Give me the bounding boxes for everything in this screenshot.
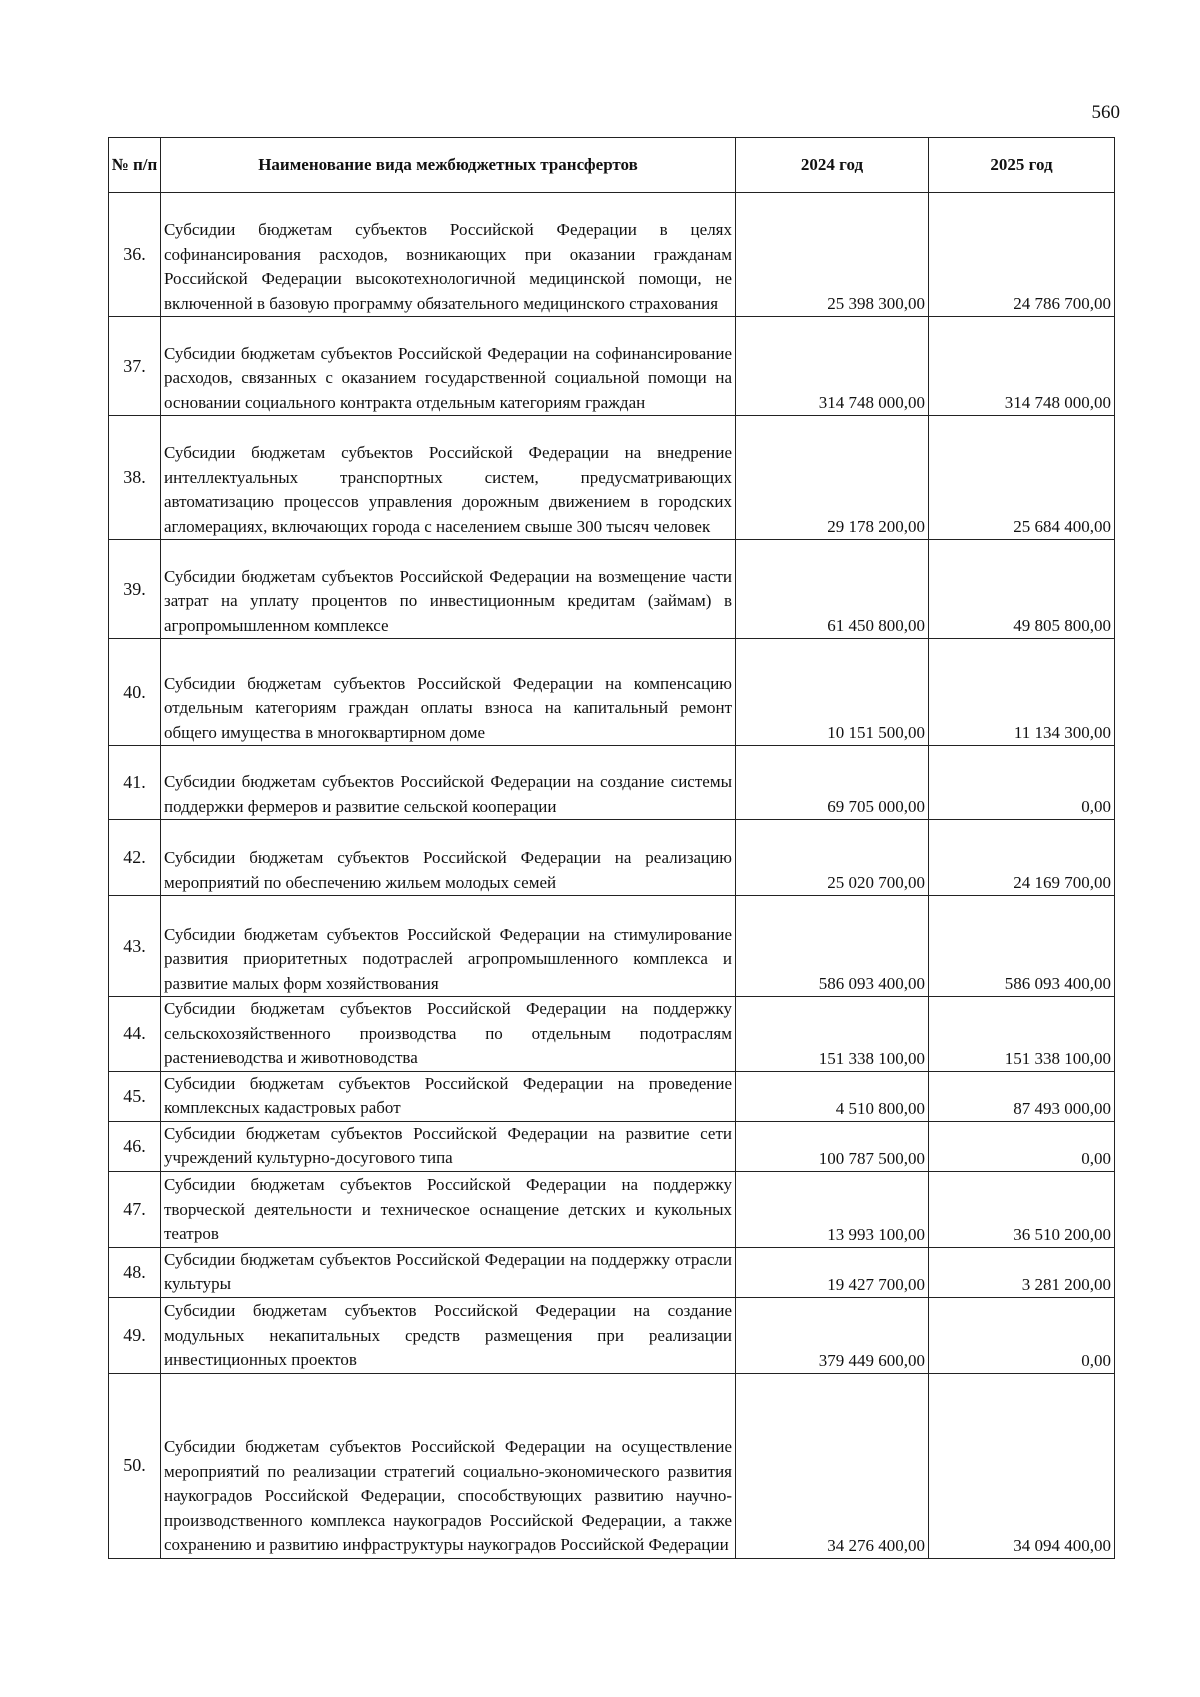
transfer-name: Субсидии бюджетам субъектов Российской Федерации на стимулирование развития приоритетных подотраслей агропромышленного комплекса и развитие малых форм хозяйствования: [161, 896, 736, 997]
transfer-name: Субсидии бюджетам субъектов Российской Федерации на реализацию мероприятий по обеспечению жильем молодых семей: [161, 820, 736, 896]
row-number: 43.: [109, 896, 161, 997]
transfer-name: Субсидии бюджетам субъектов Российской Федерации на софинансирование расходов, связанных с оказанием государственной социальной помощи на основании социального контракта отдельным категориям граждан: [161, 317, 736, 416]
row-number: 38.: [109, 416, 161, 540]
amount-2024: 100 787 500,00: [736, 1121, 929, 1171]
table-row: [109, 997, 1115, 1072]
table-row: [109, 193, 1115, 317]
amount-2025: 36 510 200,00: [929, 1171, 1115, 1247]
amount-2025: 0,00: [929, 1297, 1115, 1373]
table-row: [109, 639, 1115, 746]
row-number: 44.: [109, 997, 161, 1072]
amount-2024: 25 020 700,00: [736, 820, 929, 896]
row-number: 36.: [109, 193, 161, 317]
page-number: 560: [1091, 102, 1120, 123]
amount-2024: 19 427 700,00: [736, 1247, 929, 1297]
amount-2024: 151 338 100,00: [736, 997, 929, 1072]
row-number: 39.: [109, 540, 161, 639]
header-2025: 2025 год: [929, 138, 1115, 193]
transfer-name: Субсидии бюджетам субъектов Российской Федерации на развитие сети учреждений культурно-досугового типа: [161, 1121, 736, 1171]
table-row: [109, 820, 1115, 896]
amount-2025: 11 134 300,00: [929, 639, 1115, 746]
row-number: 37.: [109, 317, 161, 416]
amount-2024: 314 748 000,00: [736, 317, 929, 416]
table-row: [109, 540, 1115, 639]
amount-2024: 61 450 800,00: [736, 540, 929, 639]
row-number: 42.: [109, 820, 161, 896]
row-number: 48.: [109, 1247, 161, 1297]
amount-2024: 13 993 100,00: [736, 1171, 929, 1247]
amount-2024: 4 510 800,00: [736, 1071, 929, 1121]
amount-2025: 314 748 000,00: [929, 317, 1115, 416]
transfer-name: Субсидии бюджетам субъектов Российской Федерации на возмещение части затрат на уплату процентов по инвестиционным кредитам (займам) в агропромышленном комплексе: [161, 540, 736, 639]
amount-2025: 87 493 000,00: [929, 1071, 1115, 1121]
transfer-name: Субсидии бюджетам субъектов Российской Федерации на проведение комплексных кадастровых работ: [161, 1071, 736, 1121]
amount-2024: 379 449 600,00: [736, 1297, 929, 1373]
row-number: 46.: [109, 1121, 161, 1171]
transfer-name: Субсидии бюджетам субъектов Российской Федерации на внедрение интеллектуальных транспортных систем, предусматривающих автоматизацию процессов управления дорожным движением в городских агломерациях, включающих города с населением свыше 300 тысяч человек: [161, 416, 736, 540]
table-header-row: [109, 138, 1115, 193]
header-name: Наименование вида межбюджетных трансфертов: [161, 138, 736, 193]
table-row: [109, 1247, 1115, 1297]
amount-2025: 586 093 400,00: [929, 896, 1115, 997]
row-number: 41.: [109, 746, 161, 820]
table-row: [109, 1121, 1115, 1171]
amount-2024: 586 093 400,00: [736, 896, 929, 997]
header-2024: 2024 год: [736, 138, 929, 193]
amount-2025: 24 169 700,00: [929, 820, 1115, 896]
transfer-name: Субсидии бюджетам субъектов Российской Федерации на компенсацию отдельным категориям граждан оплаты взноса на капитальный ремонт общего имущества в многоквартирном доме: [161, 639, 736, 746]
row-number: 40.: [109, 639, 161, 746]
transfers-table: [108, 137, 1115, 1559]
transfer-name: Субсидии бюджетам субъектов Российской Федерации на поддержку сельскохозяйственного производства по отдельным подотраслям растениеводства и животноводства: [161, 997, 736, 1072]
amount-2024: 10 151 500,00: [736, 639, 929, 746]
amount-2024: 69 705 000,00: [736, 746, 929, 820]
table-row: [109, 416, 1115, 540]
table-row: [109, 896, 1115, 997]
table-row: [109, 1171, 1115, 1247]
amount-2025: 25 684 400,00: [929, 416, 1115, 540]
transfer-name: Субсидии бюджетам субъектов Российской Федерации на осуществление мероприятий по реализации стратегий социально-экономического развития наукоградов Российской Федерации, способствующих развитию научно-производственного комплекса наукоградов Российской Федерации, а также сохранению и развитию инфраструктуры наукоградов Российской Федерации: [161, 1373, 736, 1558]
table-row: [109, 746, 1115, 820]
amount-2025: 49 805 800,00: [929, 540, 1115, 639]
row-number: 47.: [109, 1171, 161, 1247]
row-number: 49.: [109, 1297, 161, 1373]
transfer-name: Субсидии бюджетам субъектов Российской Федерации на создание системы поддержки фермеров и развитие сельской кооперации: [161, 746, 736, 820]
table-row: [109, 1071, 1115, 1121]
table-row: [109, 1297, 1115, 1373]
amount-2025: 0,00: [929, 746, 1115, 820]
header-number: № п/п: [109, 138, 161, 193]
row-number: 45.: [109, 1071, 161, 1121]
amount-2024: 25 398 300,00: [736, 193, 929, 317]
transfer-name: Субсидии бюджетам субъектов Российской Федерации на поддержку творческой деятельности и техническое оснащение детских и кукольных театров: [161, 1171, 736, 1247]
amount-2025: 3 281 200,00: [929, 1247, 1115, 1297]
amount-2025: 151 338 100,00: [929, 997, 1115, 1072]
transfer-name: Субсидии бюджетам субъектов Российской Федерации в целях софинансирования расходов, возникающих при оказании гражданам Российской Федерации высокотехнологичной медицинской помощи, не включенной в базовую программу обязательного медицинского страхования: [161, 193, 736, 317]
table-row: [109, 1373, 1115, 1558]
transfer-name: Субсидии бюджетам субъектов Российской Федерации на поддержку отрасли культуры: [161, 1247, 736, 1297]
amount-2025: 24 786 700,00: [929, 193, 1115, 317]
row-number: 50.: [109, 1373, 161, 1558]
amount-2025: 34 094 400,00: [929, 1373, 1115, 1558]
amount-2024: 29 178 200,00: [736, 416, 929, 540]
amount-2024: 34 276 400,00: [736, 1373, 929, 1558]
transfer-name: Субсидии бюджетам субъектов Российской Федерации на создание модульных некапитальных средств размещения при реализации инвестиционных проектов: [161, 1297, 736, 1373]
amount-2025: 0,00: [929, 1121, 1115, 1171]
table-row: [109, 317, 1115, 416]
